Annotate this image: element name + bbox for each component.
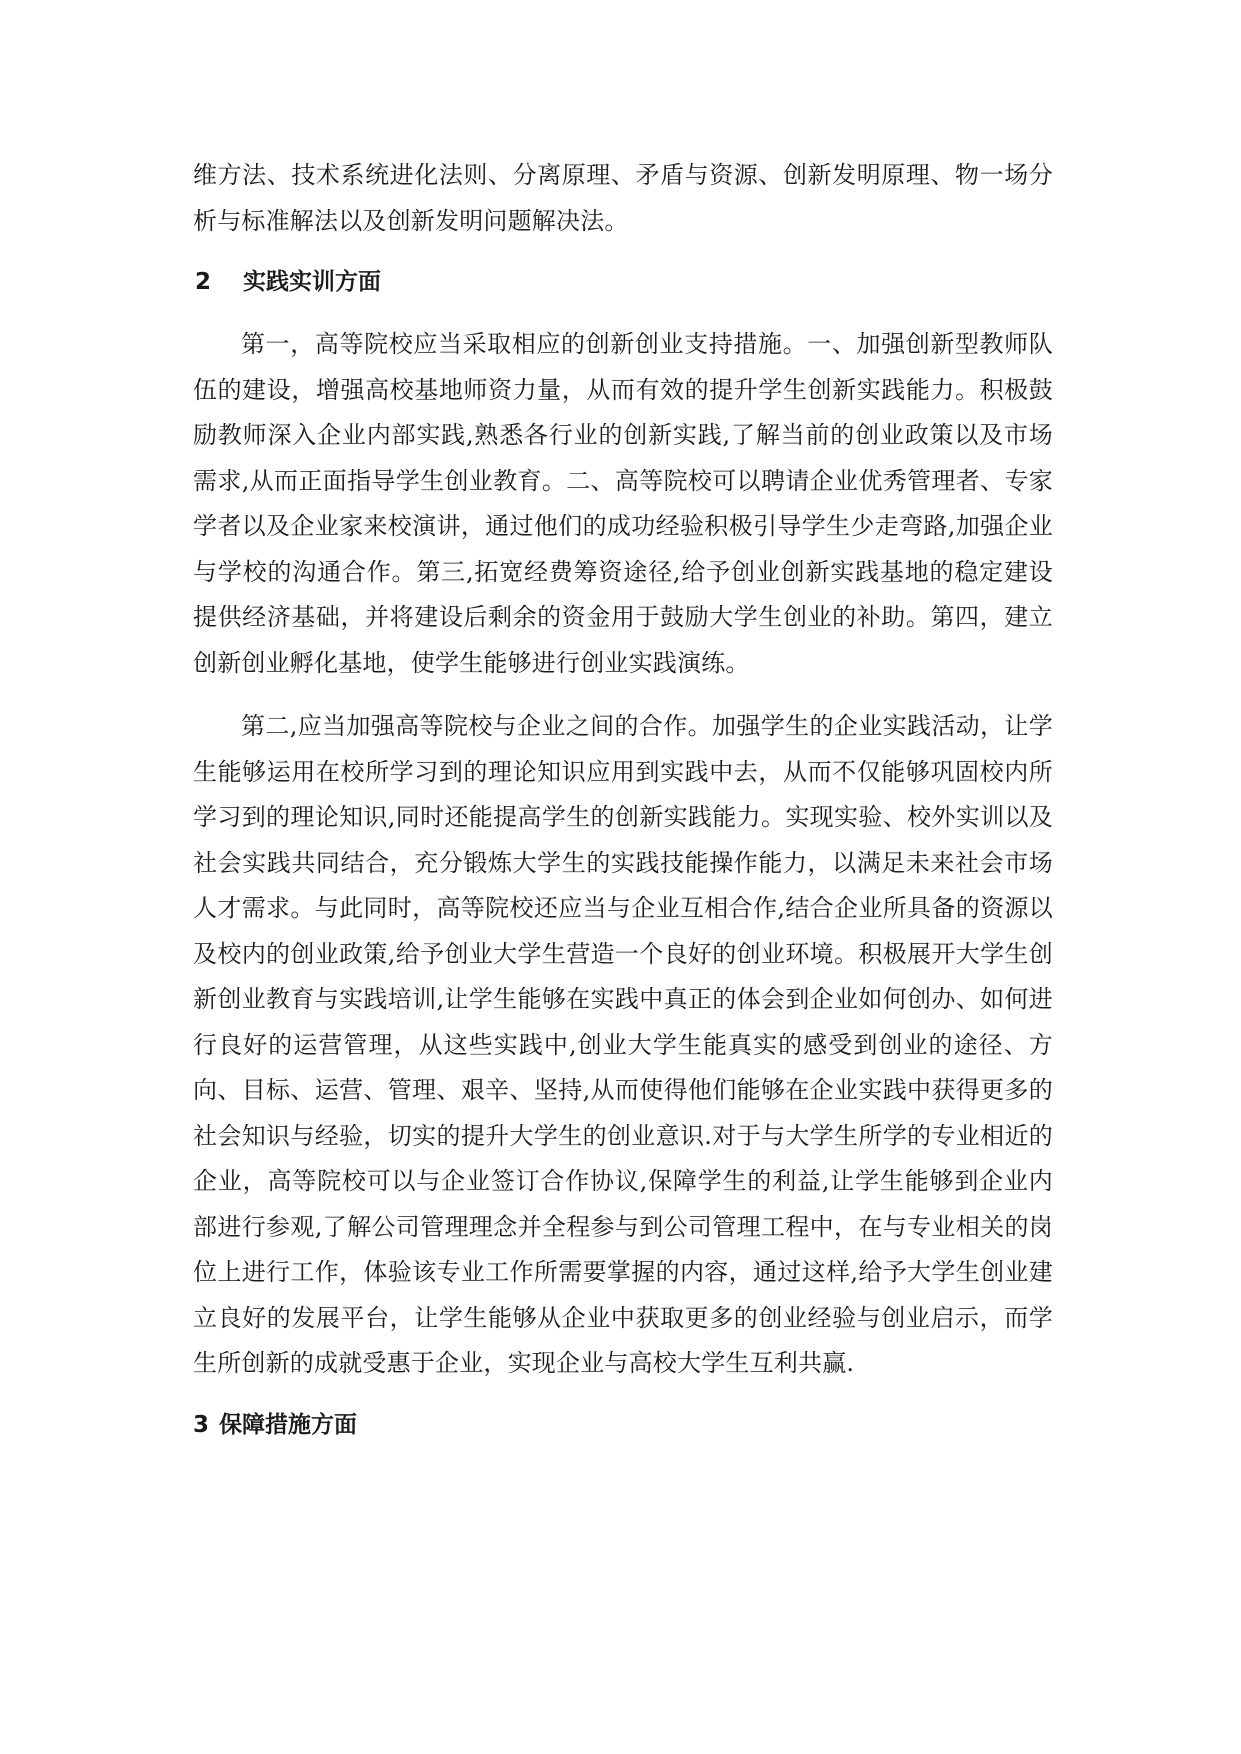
section-number: 2 [195, 269, 212, 295]
section-number: 3 [193, 1411, 210, 1438]
section-heading-3 [193, 1405, 1053, 1445]
section-title: 保障措施方面 [219, 1411, 357, 1438]
document-page [193, 153, 1053, 1445]
intro-paragraph: 维方法、技术系统进化法则、分离原理、矛盾与资源、创新发明原理、物一场分析与标准解法以及创新发明问题解决法。 [193, 161, 1053, 235]
section-title: 实践实训方面 [243, 269, 381, 295]
section-heading-2 [193, 262, 1053, 302]
body-paragraph: 第一，高等院校应当采取相应的创新创业支持措施。一、加强创新型教师队伍的建设，增强高校基地师资力量，从而有效的提升学生创新实践能力。积极鼓励教师深入企业内部实践,熟悉各行业的创新实践,了解当前的创业政策以及市场需求,从而正面指导学生创业教育。二、高等院校可以聘请企业优秀管理者、专家学者以及企业家来校演讲，通过他们的成功经验积极引导学生少走弯路,加强企业与学校的沟通合作。第三,拓宽经费筹资途径,给予创业创新实践基地的稳定建设提供经济基础，并将建设后剩余的资金用于鼓励大学生创业的补助。第四，建立创新创业孵化基地，使学生能够进行创业实践演练。 [193, 330, 1053, 677]
body-paragraph: 第二,应当加强高等院校与企业之间的合作。加强学生的企业实践活动，让学生能够运用在校所学习到的理论知识应用到实践中去，从而不仅能够巩固校内所学习到的理论知识,同时还能提高学生的创新实践能力。实现实验、校外实训以及社会实践共同结合，充分锻炼大学生的实践技能操作能力，以满足未来社会市场人才需求。与此同时，高等院校还应当与企业互相合作,结合企业所具备的资源以及校内的创业政策,给予创业大学生营造一个良好的创业环境。积极展开大学生创新创业教育与实践培训,让学生能够在实践中真正的体会到企业如何创办、如何进行良好的运营管理，从这些实践中,创业大学生能真实的感受到创业的途径、方向、目标、运营、管理、艰辛、坚持,从而使得他们能够在企业实践中获得更多的社会知识与经验，切实的提升大学生的创业意识.对于与大学生所学的专业相近的企业，高等院校可以与企业签订合作协议,保障学生的利益,让学生能够到企业内部进行参观,了解公司管理理念并全程参与到公司管理工程中，在与专业相关的岗位上进行工作，体验该专业工作所需要掌握的内容，通过这样,给予大学生创业建立良好的发展平台，让学生能够从企业中获取更多的创业经验与创业启示，而学生所创新的成就受惠于企业，实现企业与高校大学生互利共赢. [193, 712, 1053, 1377]
